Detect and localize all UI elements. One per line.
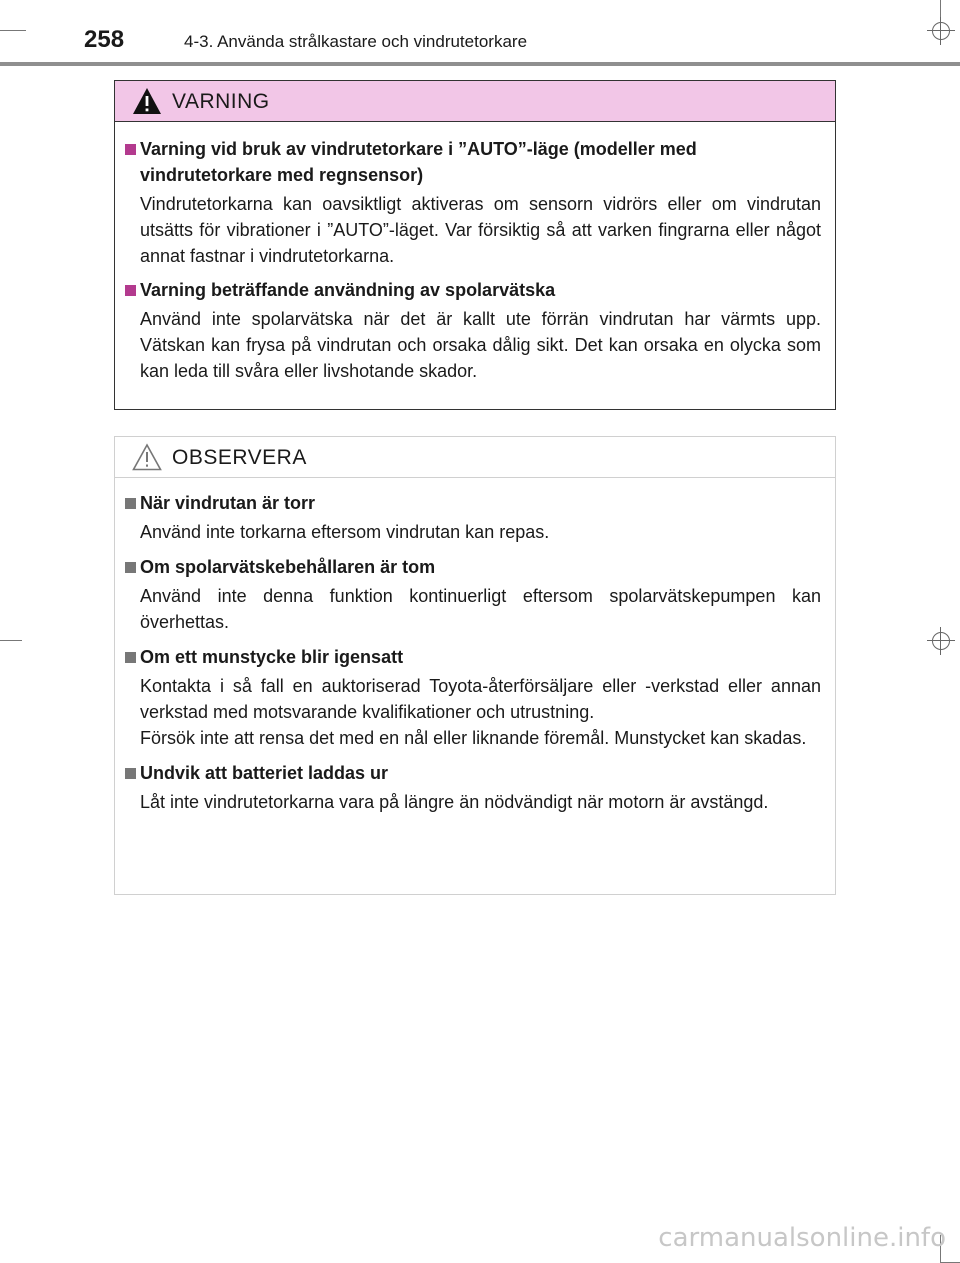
notice-item — [125, 490, 821, 545]
page-number: 258 — [84, 26, 125, 53]
bullet-square-icon — [125, 498, 136, 509]
bullet-square-icon — [125, 285, 136, 296]
notice-item — [125, 760, 821, 815]
warning-item-text: Använd inte spolarvätska när det är kallt ute förrän vindrutan har värmts upp. Vätskan kan frysa på vindrutan och orsaka dålig sikt. Det kan orsaka en olycka som kan leda till svåra eller livshotande skador. — [140, 309, 821, 381]
warning-item — [125, 277, 821, 384]
notice-header — [115, 437, 835, 478]
notice-box — [114, 436, 836, 895]
warning-box — [114, 80, 836, 410]
notice-item — [125, 644, 821, 751]
notice-item-text: Använd inte torkarna eftersom vindrutan kan repas. — [140, 522, 550, 542]
warning-header — [115, 81, 835, 122]
notice-item-text: Kontakta i så fall en auktoriserad Toyota-återförsäljare eller -verkstad eller annan verkstad med motsvarande kvalifikationer och utrustning. — [140, 676, 821, 722]
section-title: 4-3. Använda strålkastare och vindrutetorkare — [184, 32, 528, 51]
warning-item-title: Varning beträffande användning av spolarvätska — [140, 280, 556, 300]
bullet-square-icon — [125, 768, 136, 779]
notice-item-title: Om spolarvätskebehållaren är tom — [140, 557, 436, 577]
warning-item-text: Vindrutetorkarna kan oavsiktligt aktiveras om sensorn vidrörs eller om vindrutan utsätts för vibrationer i ”AUTO”-läget. Var försiktig så att varken fingrarna eller något annat fastnar i vindrutetorkarna. — [140, 194, 821, 266]
header-rule — [0, 62, 960, 66]
warning-triangle-outline-icon — [131, 442, 163, 472]
notice-item-text: Använd inte denna funktion kontinuerligt eftersom spolarvätskepumpen kan överhettas. — [140, 586, 821, 632]
warning-triangle-filled-icon — [131, 86, 163, 116]
registration-mark-icon — [932, 632, 950, 650]
registration-mark-icon — [932, 22, 950, 40]
notice-body — [115, 478, 835, 815]
crop-mark — [0, 640, 22, 641]
notice-item-text: Låt inte vindrutetorkarna vara på längre än nödvändigt när motorn är avstängd. — [140, 792, 769, 812]
crop-mark — [0, 30, 26, 31]
notice-title: OBSERVERA — [172, 446, 307, 469]
warning-item — [125, 136, 821, 269]
notice-item-title: Undvik att batteriet laddas ur — [140, 763, 389, 783]
notice-item-title: Om ett munstycke blir igensatt — [140, 647, 404, 667]
warning-body — [115, 122, 835, 384]
page-header — [0, 0, 960, 70]
notice-item-text: Försök inte att rensa det med en nål eller liknande föremål. Munstycket kan skadas. — [140, 728, 807, 748]
notice-item-title: När vindrutan är torr — [140, 493, 316, 513]
bullet-square-icon — [125, 562, 136, 573]
warning-item-title: Varning vid bruk av vindrutetorkare i ”AUTO”-läge (modeller med vindrutetorkare med regnsensor) — [140, 139, 697, 185]
bullet-square-icon — [125, 144, 136, 155]
footer-site-link[interactable]: carmanualsonline.info — [658, 1223, 946, 1253]
notice-item — [125, 554, 821, 635]
bullet-square-icon — [125, 652, 136, 663]
warning-title: VARNING — [172, 90, 270, 113]
